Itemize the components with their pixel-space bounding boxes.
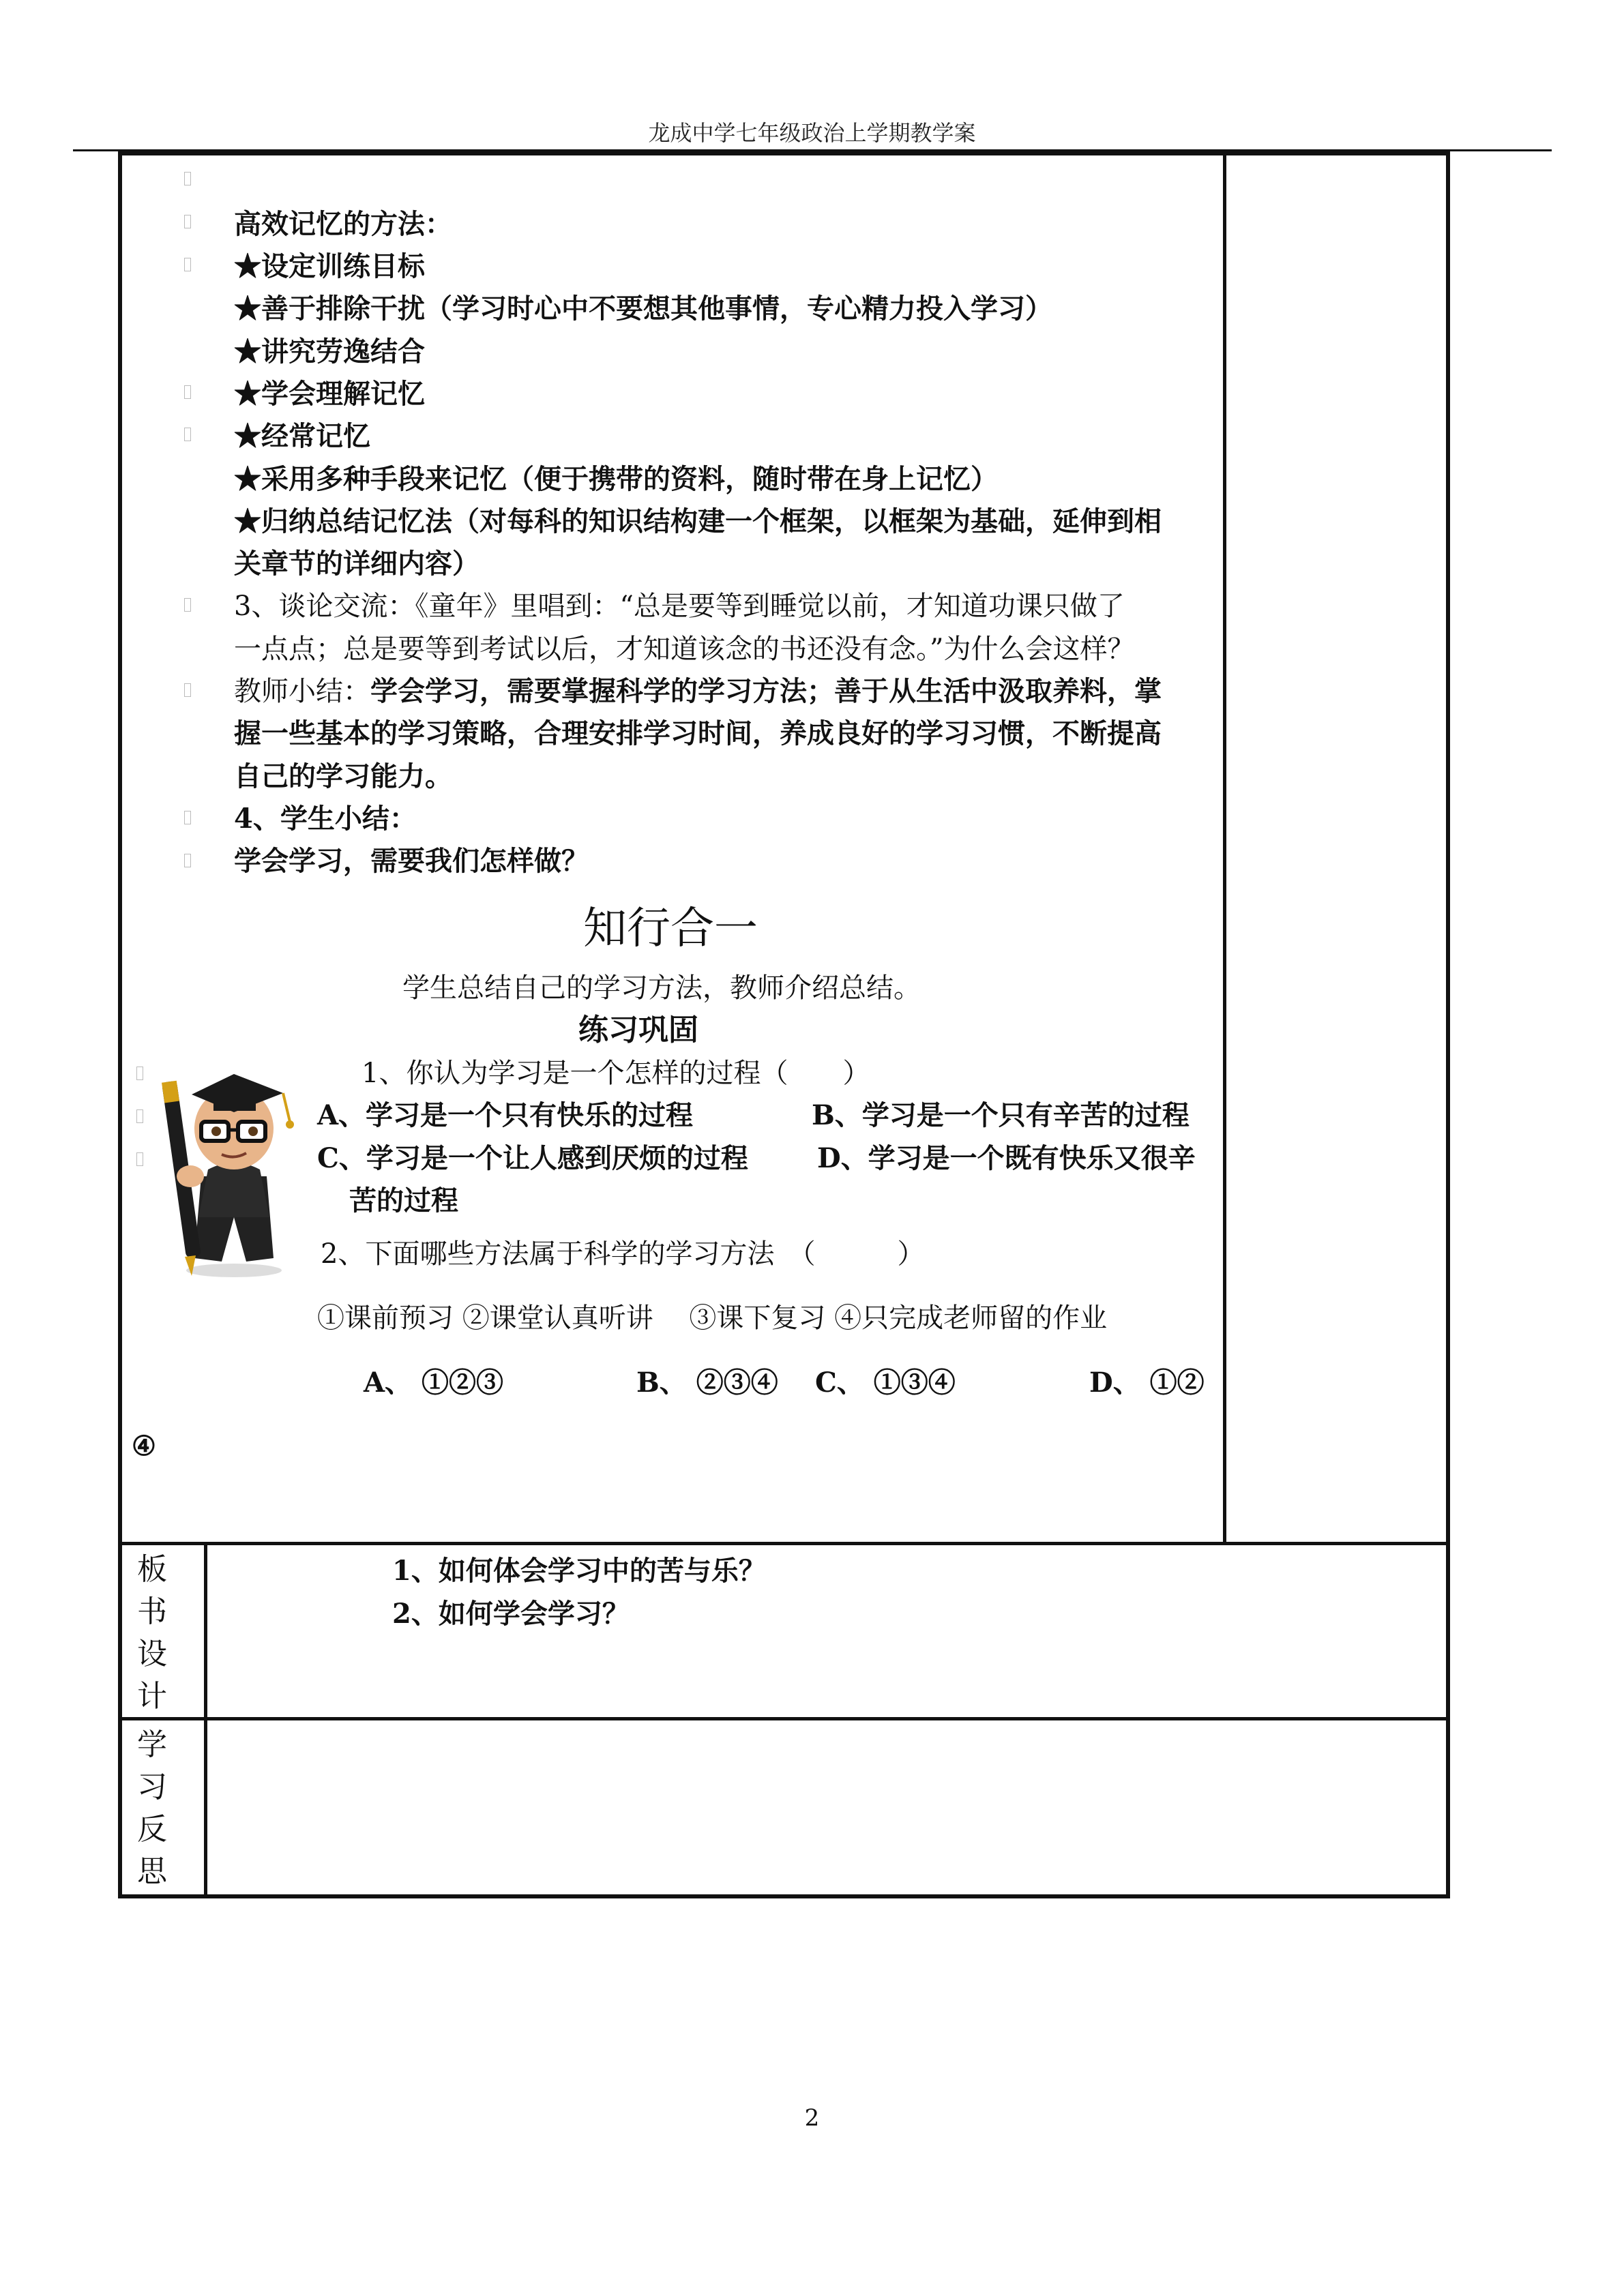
memory-heading: 高效记忆的方法： bbox=[234, 208, 452, 240]
question-2-option-b: B、 ②③④ bbox=[636, 1367, 778, 1399]
page-number: 2 bbox=[804, 2104, 820, 2132]
page-header: 龙成中学七年级政治上学期教学案 bbox=[648, 120, 976, 146]
label-char: 设 bbox=[137, 1637, 167, 1671]
question-1-option-c: C、学习是一个让人感到厌烦的过程 bbox=[317, 1142, 748, 1174]
label-char: 反 bbox=[137, 1812, 167, 1847]
teacher-summary bbox=[234, 670, 1162, 713]
bullet-marker bbox=[184, 811, 191, 824]
board-design-label bbox=[125, 1549, 179, 1718]
reflection-row-divider bbox=[118, 1717, 1450, 1720]
question-1-option-d-continued: 苦的过程 bbox=[349, 1184, 458, 1217]
discussion-text: 3、谈论交流：《童年》里唱到：“总是要等到睡觉以前，才知道功课只做了 bbox=[234, 591, 1125, 622]
question-1-option-d: D、学习是一个既有快乐又很辛 bbox=[817, 1142, 1196, 1174]
bullet-marker bbox=[136, 1109, 143, 1123]
question-2-option-c: C、 ①③④ bbox=[815, 1367, 956, 1399]
memory-item: ★学会理解记忆 bbox=[234, 378, 425, 410]
teacher-summary-text: 自己的学习能力。 bbox=[234, 760, 452, 792]
memory-item: ★经常记忆 bbox=[234, 420, 370, 452]
bullet-marker bbox=[136, 1067, 143, 1080]
graduate-cartoon-icon bbox=[153, 1054, 324, 1279]
bullet-marker bbox=[184, 683, 191, 697]
reflection-label bbox=[125, 1724, 179, 1893]
label-char: 计 bbox=[137, 1679, 167, 1714]
board-design-item: 1、如何体会学习中的苦与乐？ bbox=[392, 1555, 766, 1587]
student-summary-heading: 4、学生小结： bbox=[234, 803, 417, 835]
bullet-marker bbox=[184, 598, 191, 612]
label-char: 习 bbox=[137, 1770, 167, 1804]
question-1: 1、你认为学习是一个怎样的过程（ ） bbox=[361, 1058, 870, 1089]
discussion-text: 一点点；总是要等到考试以后，才知道该念的书还没有念。”为什么会这样？ bbox=[234, 633, 1135, 665]
label-char: 学 bbox=[137, 1727, 167, 1762]
notes-column-divider bbox=[1223, 151, 1226, 1545]
memory-item: ★归纳总结记忆法（对每科的知识结构建一个框架，以框架为基础，延伸到相 bbox=[234, 505, 1162, 537]
question-2: 2、下面哪些方法属于科学的学习方法 （ ） bbox=[321, 1238, 925, 1270]
question-2-option-d: D、 ①② bbox=[1089, 1367, 1205, 1399]
practice-title: 练习巩固 bbox=[578, 1013, 698, 1047]
label-char: 思 bbox=[137, 1854, 167, 1889]
board-design-item: 2、如何学会学习？ bbox=[392, 1598, 630, 1630]
question-2-items: ①课前预习 ②课堂认真听讲 ③课下复习 ④只完成老师留的作业 bbox=[317, 1302, 1108, 1334]
memory-item: ★设定训练目标 bbox=[234, 250, 425, 282]
bullet-marker bbox=[184, 172, 191, 185]
bullet-marker bbox=[136, 1152, 143, 1166]
memory-item: ★善于排除干扰（学习时心中不要想其他事情，专心精力投入学习） bbox=[234, 293, 1052, 325]
bullet-marker bbox=[184, 854, 191, 867]
question-1-option-a: A、学习是一个只有快乐的过程 bbox=[317, 1099, 694, 1131]
label-char: 书 bbox=[137, 1594, 167, 1629]
label-char: 板 bbox=[137, 1552, 167, 1587]
bullet-marker bbox=[184, 385, 191, 399]
question-2-option-a: A、 ①②③ bbox=[364, 1367, 503, 1399]
bullet-marker bbox=[184, 428, 191, 441]
section-title: 知行合一 bbox=[583, 904, 758, 954]
memory-item: ★讲究劳逸结合 bbox=[234, 336, 425, 368]
memory-item: ★采用多种手段来记忆（便于携带的资料，随时带在身上记忆） bbox=[234, 463, 998, 495]
teacher-summary-text: 学会学习，需要掌握科学的学习方法；善于从生活中汲取养料，掌 bbox=[370, 675, 1162, 707]
board-row-divider bbox=[118, 1542, 1450, 1545]
student-summary-question: 学会学习，需要我们怎样做？ bbox=[234, 845, 589, 877]
bullet-marker bbox=[184, 215, 191, 228]
question-1-option-b: B、学习是一个只有辛苦的过程 bbox=[812, 1099, 1190, 1131]
teacher-summary-label: 教师小结： bbox=[234, 676, 370, 707]
section-description: 学生总结自己的学习方法，教师介绍总结。 bbox=[402, 972, 921, 1004]
question-2-option-d-continued: ④ bbox=[132, 1430, 156, 1462]
bullet-marker bbox=[184, 258, 191, 271]
memory-item: 关章节的详细内容） bbox=[234, 548, 479, 580]
teacher-summary-text: 握一些基本的学习策略，合理安排学习时间，养成良好的学习习惯，不断提高 bbox=[234, 717, 1162, 749]
